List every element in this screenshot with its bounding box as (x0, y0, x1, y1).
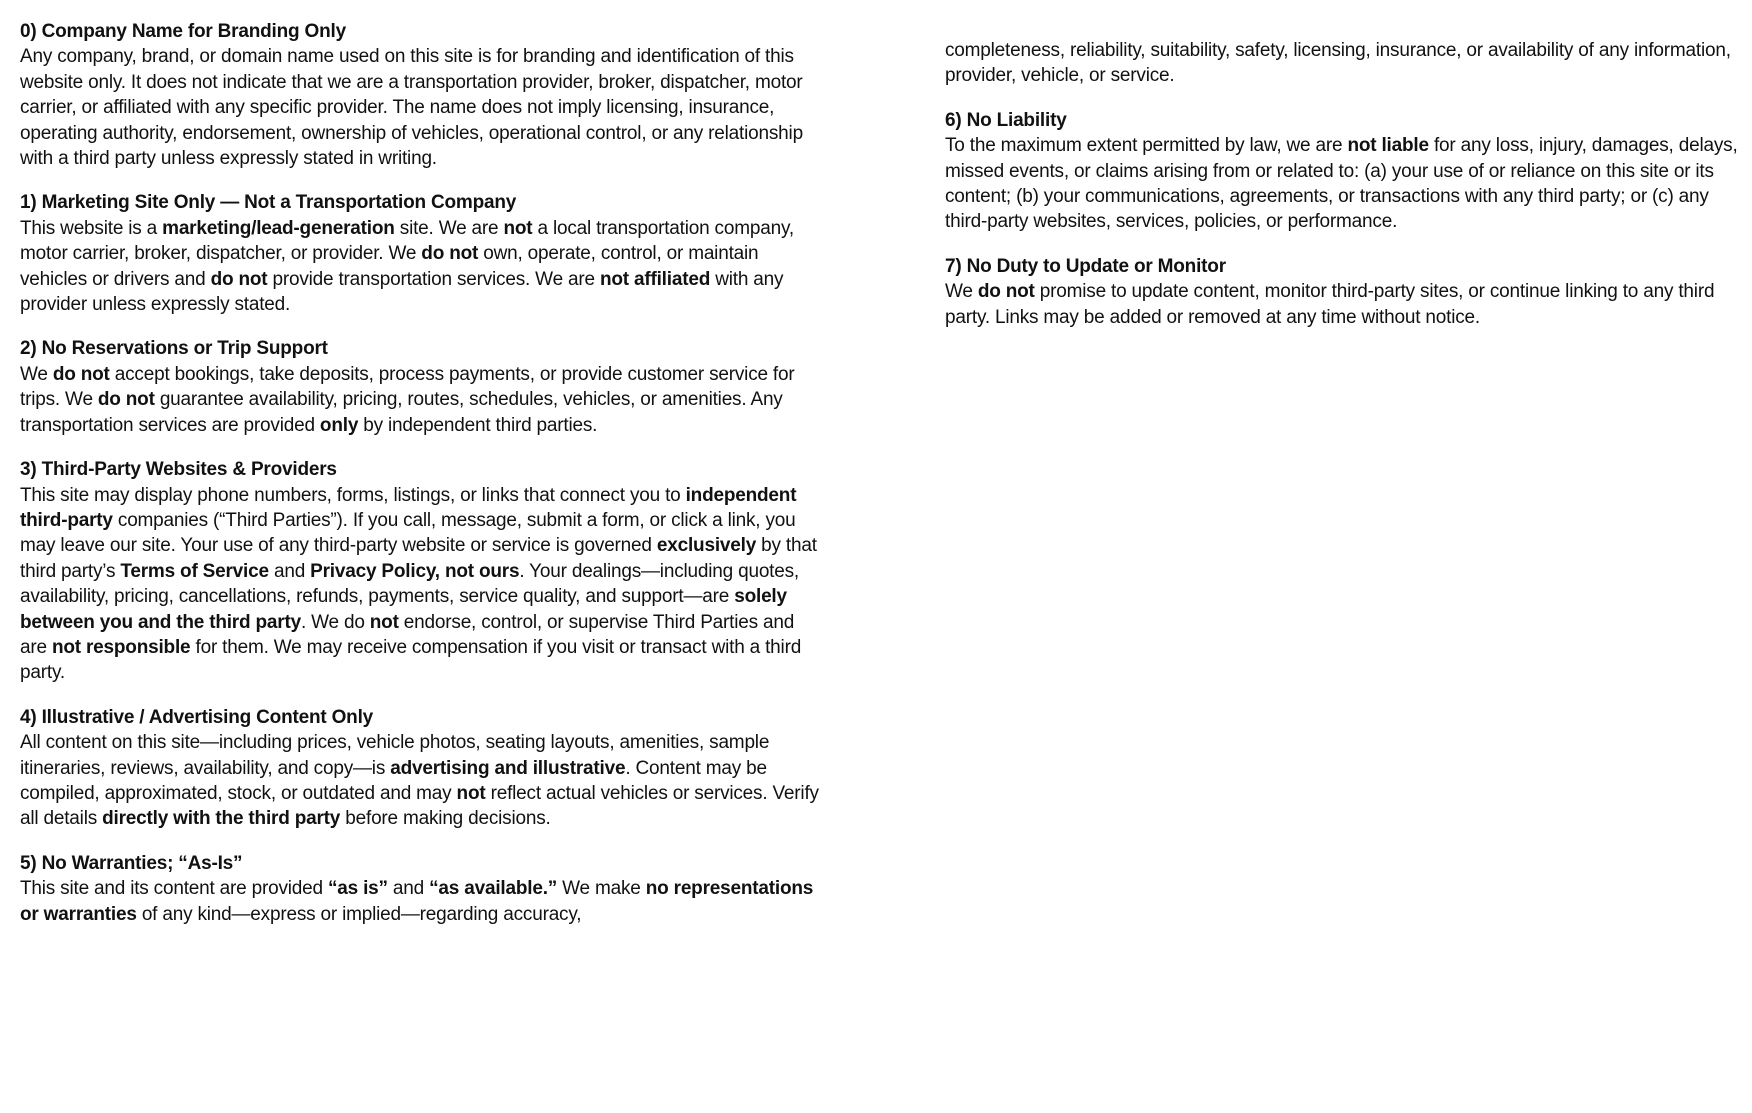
body-text: own, operate, control, or maintain vehicles or drivers and (20, 243, 759, 290)
body-text: for them. We may receive compensation if you visit or transact with a third party. (20, 636, 802, 684)
body-text: All content on this site—including prices, vehicle photos, seating layouts, amenities, sample itineraries, reviews, availability, and copy—is (20, 732, 770, 779)
emphasized-text: Privacy Policy, not ours (310, 560, 520, 582)
disclaimer-section-continued (945, 38, 1745, 89)
body-text: of any kind—express or implied—regarding accuracy, (136, 903, 582, 925)
body-text: by independent third parties. (358, 414, 598, 436)
disclaimer-column-right (945, 19, 1745, 1113)
body-text: This website is a (20, 217, 163, 239)
body-text: by that third party’s (20, 535, 817, 582)
emphasized-text: independent third-party (20, 484, 797, 531)
emphasized-text: not affiliated (599, 268, 711, 290)
body-text: with any provider unless expressly stated. (20, 268, 784, 316)
body-text: This site may display phone numbers, forms, listings, or links that connect you to (20, 484, 686, 506)
emphasized-text: no representations or warranties (20, 878, 814, 925)
emphasized-text: do not (52, 363, 110, 385)
disclaimer-section (20, 851, 820, 927)
section-heading: 6) No Liability (945, 109, 1067, 131)
body-text: provide transportation services. We are (267, 268, 600, 290)
section-heading: 0) Company Name for Branding Only (20, 21, 346, 42)
emphasized-text: not responsible (51, 636, 191, 658)
body-text: guarantee availability, pricing, routes, schedules, vehicles, or amenities. Any transportation services are provided (20, 389, 783, 436)
emphasized-text: not (369, 611, 399, 633)
emphasized-text: directly with the third party (102, 808, 341, 830)
body-text: accept bookings, take deposits, process payments, or provide customer service for trips. We (20, 363, 795, 411)
emphasized-text: marketing/lead-generation (162, 217, 395, 239)
body-text: We make (557, 878, 646, 900)
body-text: . Content may be compiled, approximated, stock, or outdated and may (20, 757, 767, 804)
body-text: site. We are (394, 217, 504, 239)
emphasized-text: exclusively (656, 535, 757, 557)
section-heading: 4) Illustrative / Advertising Content Only (20, 706, 374, 728)
body-text: Any company, brand, or domain name used on this site is for branding and identification of this website only. It does not indicate that we are a transportation provider, broker, dispatcher, motor carrier, or affiliated with any specific provider. The name does not imply licensing, insurance, operating authority, endorsement, ownership of vehicles, operational control, or any relationship with a third party unless expressly stated in writing. (20, 46, 803, 170)
disclaimer-section (20, 19, 820, 171)
body-text: a local transportation company, motor carrier, broker, dispatcher, or provider. We (20, 217, 794, 265)
body-text: This site and its content are provided (20, 878, 328, 900)
body-text: To the maximum extent permitted by law, we are (945, 135, 1348, 157)
disclaimer-section (945, 108, 1745, 235)
body-text: promise to update content, monitor third-party sites, or continue linking to any third party. Links may be added or removed at any time without notice. (945, 281, 1715, 328)
emphasized-text: do not (210, 268, 268, 290)
disclaimer-section (20, 705, 820, 832)
emphasized-text: Terms of Service (120, 560, 269, 582)
body-text: completeness, reliability, suitability, safety, licensing, insurance, or availability of any information, provider, vehicle, or service. (945, 40, 1731, 87)
body-text: . We do (300, 611, 370, 633)
section-heading: 5) No Warranties; “As-Is” (20, 852, 243, 874)
disclaimer-section (20, 457, 820, 686)
emphasized-text: not liable (1347, 135, 1429, 157)
body-text: reflect actual vehicles or services. Verify all details (20, 782, 819, 830)
body-text: . Your dealings—including quotes, availability, pricing, cancellations, refunds, payments, service quality, and support—are (20, 560, 800, 608)
section-heading: 3) Third-Party Websites & Providers (20, 459, 337, 481)
section-heading: 1) Marketing Site Only — Not a Transportation Company (20, 192, 517, 214)
body-text: for any loss, injury, damages, delays, missed events, or claims arising from or related to: (a) your use of or reliance on this site or its content; (b) your communications, agreements, or transactions with any third party; or (c) any third-party websites, services, policies, or performance. (945, 135, 1738, 233)
disclaimer-column-left (20, 19, 820, 1113)
body-text: endorse, control, or supervise Third Parties and are (20, 611, 795, 658)
disclaimer-section (20, 336, 820, 438)
section-heading: 7) No Duty to Update or Monitor (945, 255, 1226, 277)
emphasized-text: do not (97, 389, 155, 411)
emphasized-text: “as available.” (429, 878, 558, 900)
body-text: before making decisions. (340, 808, 551, 830)
emphasized-text: solely between you and the third party (20, 586, 787, 633)
emphasized-text: advertising and illustrative (390, 757, 626, 779)
emphasized-text: not (503, 217, 533, 239)
body-text: and (387, 878, 430, 900)
emphasized-text: do not (421, 243, 479, 265)
body-text: We (20, 363, 53, 385)
body-text: companies (“Third Parties”). If you call, message, submit a form, or click a link, you may leave our site. Your use of any third-party website or service is governed (20, 509, 796, 557)
body-text: and (268, 560, 311, 582)
emphasized-text: “as is” (327, 878, 388, 900)
emphasized-text: only (319, 414, 359, 436)
emphasized-text: not (456, 782, 486, 804)
disclaimer-section (945, 254, 1745, 330)
body-text: We (945, 281, 978, 303)
emphasized-text: do not (977, 281, 1035, 303)
disclaimer-section (20, 190, 820, 317)
section-heading: 2) No Reservations or Trip Support (20, 338, 328, 360)
